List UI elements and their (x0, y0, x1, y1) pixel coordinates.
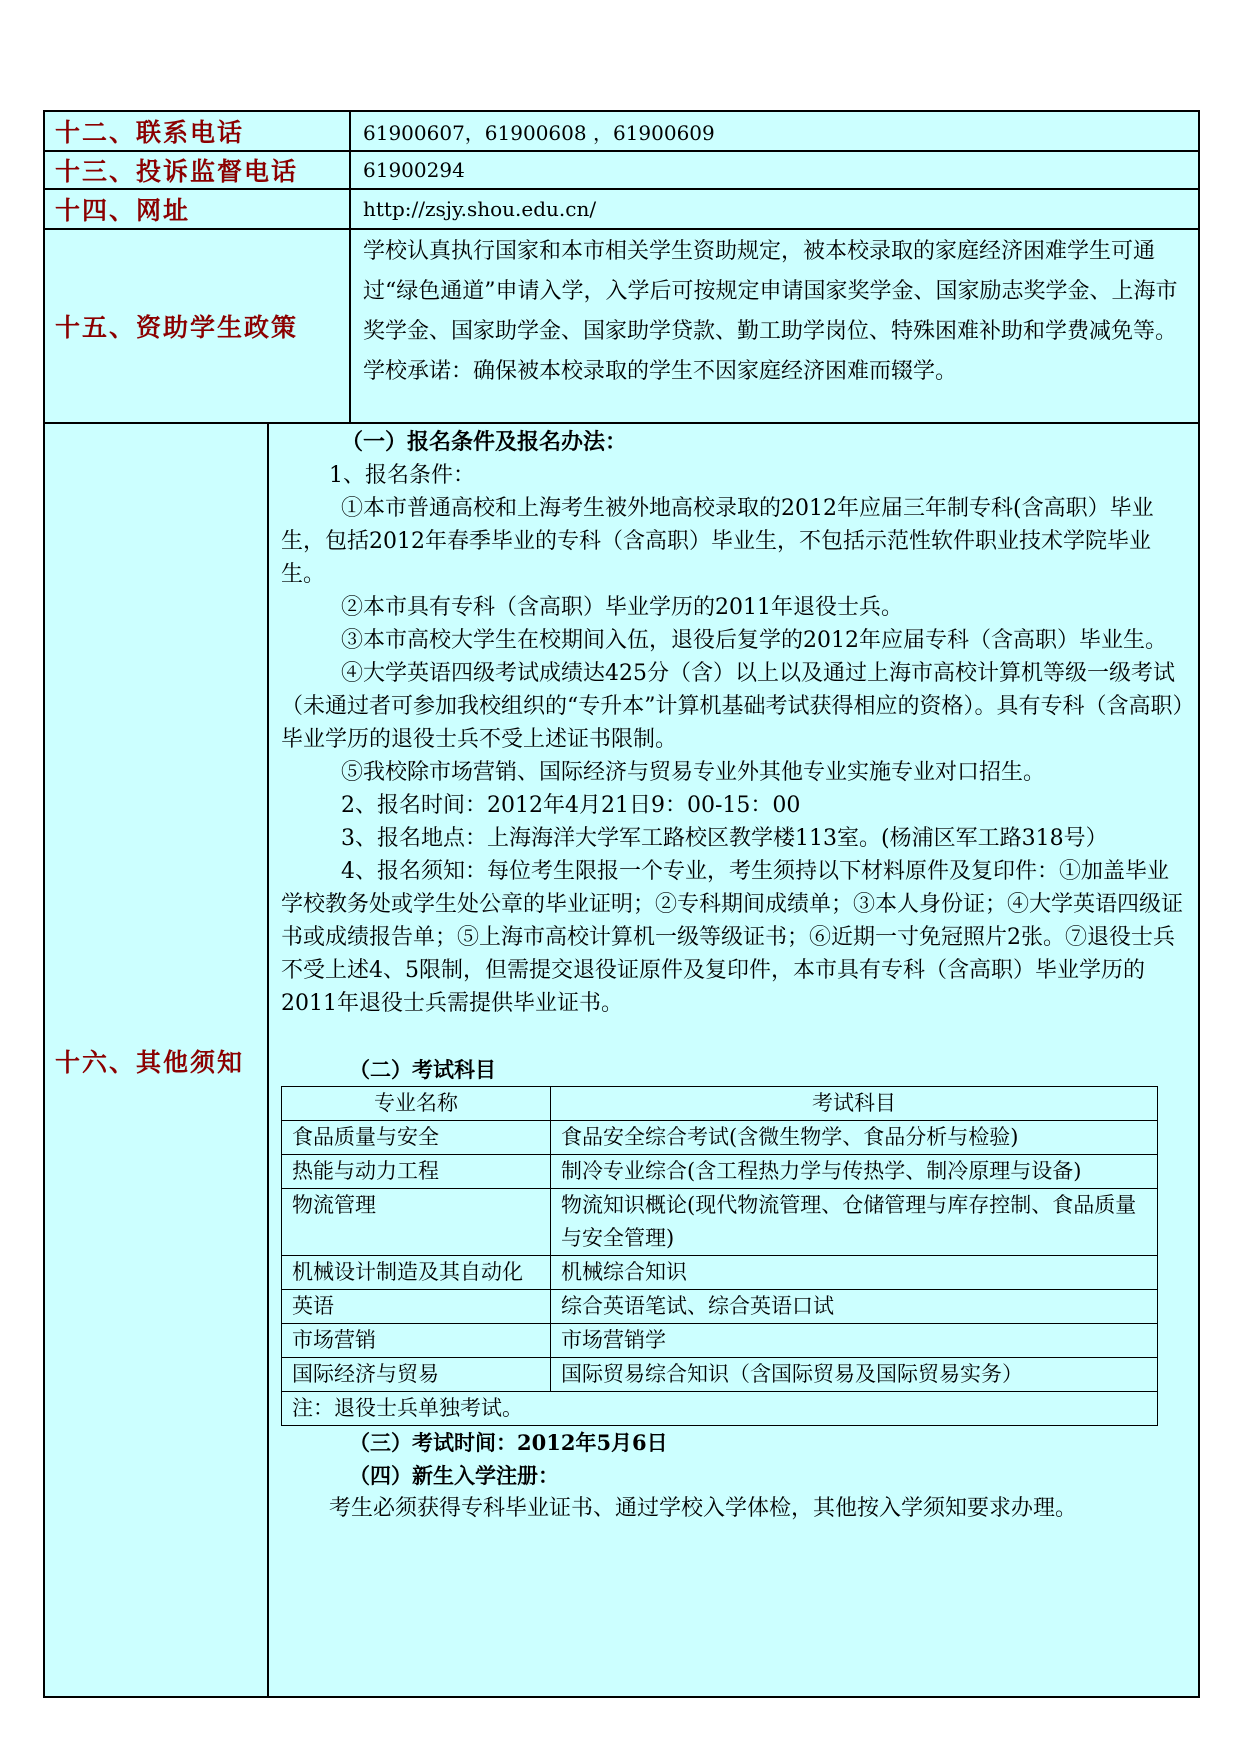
paragraph: ①本市普通高校和上海考生被外地高校录取的2012年应届三年制专科(含高职）毕业生，包括2012年春季毕业的专科（含高职）毕业生，不包括示范性软件职业技术学院毕业生。 (281, 496, 1154, 587)
section-title: （三）考试时间：2012年5月6日 (349, 1430, 668, 1455)
row-label: 十五、资助学生政策 (45, 230, 351, 422)
policy-text: 学校认真执行国家和本市相关学生资助规定，被本校录取的家庭经济困难学生可通过“绿色通道”申请入学，入学后可按规定申请国家奖学金、国家励志奖学金、上海市奖学金、国家助学金、国家助学贷款、勤工助学岗位、特殊困难补助和学费减免等。学校承诺：确保被本校录取的学生不因家庭经济困难而辍学。 (363, 239, 1178, 384)
row-value: 61900294 (363, 158, 465, 182)
table-header: 考试科目 (551, 1087, 1158, 1121)
row-label: 十六、其他须知 (45, 424, 269, 1698)
row-value (351, 230, 1198, 422)
table-cell: 市场营销学 (551, 1324, 1158, 1358)
paragraph: 2、报名时间：2012年4月21日9：00-15：00 (341, 793, 801, 818)
paragraph: 考生必须获得专科毕业证书、通过学校入学体检，其他按入学须知要求办理。 (329, 1496, 1078, 1521)
table-row (282, 1290, 1158, 1324)
table-row (282, 1256, 1158, 1290)
row-aid-policy (45, 230, 1198, 424)
table-cell: 英语 (282, 1290, 551, 1324)
table-cell: 热能与动力工程 (282, 1155, 551, 1189)
table-row (282, 1155, 1158, 1189)
table-cell: 物流知识概论(现代物流管理、仓储管理与库存控制、食品质量与安全管理) (551, 1189, 1158, 1256)
section-title: （四）新生入学注册： (349, 1463, 559, 1488)
section-title: （一）报名条件及报名办法： (341, 429, 628, 455)
table-cell: 国际贸易综合知识（含国际贸易及国际贸易实务） (551, 1358, 1158, 1392)
table-cell: 制冷专业综合(含工程热力学与传热学、制冷原理与设备) (551, 1155, 1158, 1189)
website-link[interactable]: http://zsjy.shou.edu.cn/ (363, 197, 597, 221)
paragraph: ③本市高校大学生在校期间入伍，退役后复学的2012年应届专科（含高职）毕业生。 (341, 628, 1167, 653)
other-notes-content (269, 424, 1198, 1698)
table-note: 注：退役士兵单独考试。 (282, 1392, 1158, 1426)
paragraph: 1、报名条件： (329, 463, 475, 488)
table-cell: 机械设计制造及其自动化 (282, 1256, 551, 1290)
table-cell: 食品质量与安全 (282, 1121, 551, 1155)
table-note-row (282, 1392, 1158, 1426)
paragraph: 4、报名须知：每位考生限报一个专业，考生须持以下材料原件及复印件：①加盖毕业学校教务处或学生处公章的毕业证明；②专科期间成绩单；③本人身份证；④大学英语四级证书或成绩报告单；⑤上海市高校计算机一级等级证书；⑥近期一寸免冠照片2张。⑦退役士兵不受上述4、5限制，但需提交退役证原件及复印件，本市具有专科（含高职）毕业学历的2011年退役士兵需提供毕业证书。 (281, 859, 1184, 1016)
table-row (282, 1358, 1158, 1392)
info-table (43, 110, 1200, 1698)
table-row (282, 1189, 1158, 1256)
row-website (45, 190, 1198, 230)
table-cell: 市场营销 (282, 1324, 551, 1358)
table-row (282, 1324, 1158, 1358)
row-label: 十三、投诉监督电话 (45, 152, 351, 188)
paragraph: ⑤我校除市场营销、国际经济与贸易专业外其他专业实施专业对口招生。 (341, 760, 1046, 785)
row-complaint-phone (45, 152, 1198, 190)
table-cell: 国际经济与贸易 (282, 1358, 551, 1392)
row-other-notes (45, 424, 1198, 1698)
table-header-row (282, 1087, 1158, 1121)
section-title: （二）考试科目 (349, 1057, 496, 1082)
paragraph: ④大学英语四级考试成绩达425分（含）以上以及通过上海市高校计算机等级一级考试（未通过者可参加我校组织的“专升本”计算机基础考试获得相应的资格）。具有专科（含高职）毕业学历的退役士兵不受上述证书限制。 (281, 661, 1184, 752)
row-label: 十二、联系电话 (45, 112, 351, 150)
table-cell: 物流管理 (282, 1189, 551, 1256)
row-label: 十四、网址 (45, 190, 351, 228)
exam-subjects-table (281, 1086, 1158, 1426)
row-contact-phone (45, 112, 1198, 152)
table-header: 专业名称 (282, 1087, 551, 1121)
paragraph: ②本市具有专科（含高职）毕业学历的2011年退役士兵。 (341, 595, 903, 620)
table-cell: 食品安全综合考试(含微生物学、食品分析与检验) (551, 1121, 1158, 1155)
paragraph: 3、报名地点：上海海洋大学军工路校区教学楼113室。(杨浦区军工路318号） (341, 826, 1108, 851)
table-cell: 机械综合知识 (551, 1256, 1158, 1290)
table-cell: 综合英语笔试、综合英语口试 (551, 1290, 1158, 1324)
table-row (282, 1121, 1158, 1155)
row-value: 61900607，61900608 ，61900609 (363, 120, 715, 145)
